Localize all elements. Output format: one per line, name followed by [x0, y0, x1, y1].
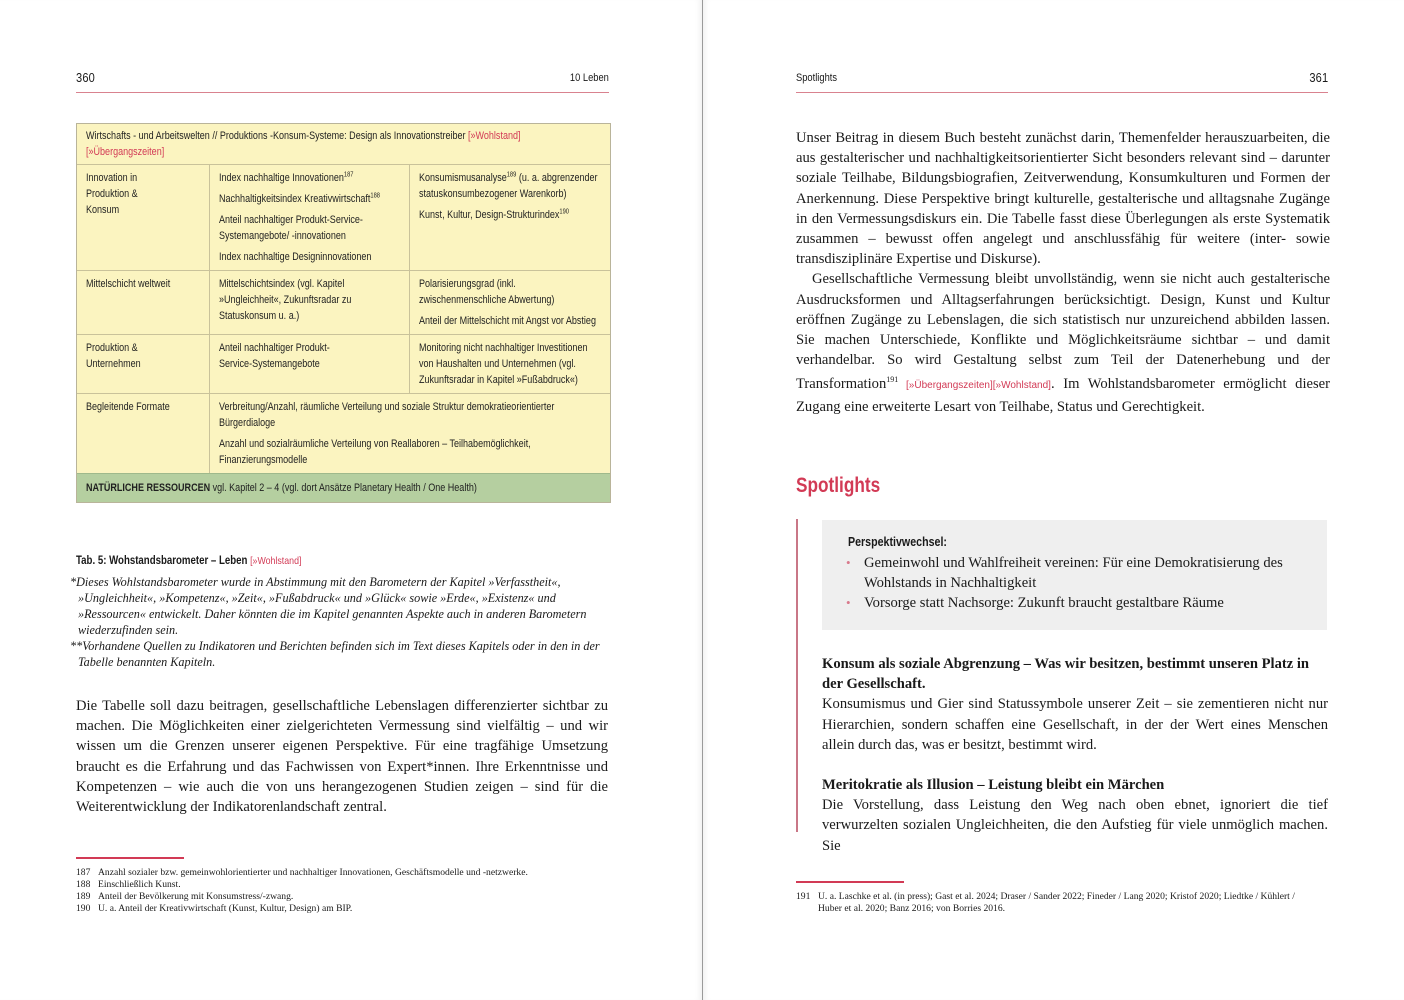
spotlight-accent-bar: [796, 519, 798, 832]
spotlight-text: Konsumismus und Gier sind Statussymbole unserer Zeit – sie zementieren nicht nur Hierarchien, sondern schaffen eine Gesellschaft, in der der Wert eines Menschen allein durch das, was er besitzt, bestimmt wird.: [822, 696, 1328, 753]
spotlight-item: [822, 654, 1328, 755]
perspective-list: [846, 553, 1301, 614]
indicator: Mittelschichtsindex (vgl. Kapitel »Ungleichheit«, Zukunftsradar zu Statuskonsum u. a.): [219, 278, 352, 322]
table-note: **Vorhandene Quellen zu Indikatoren und Berichten befinden sich im Text dieses Kapitels oder in den in der Tabelle benannten Kapiteln.: [70, 639, 600, 669]
indicator: Anzahl und sozialräumliche Verteilung von Reallaboren – Teilhabemöglichkeit, Finanzierungsmodelle: [219, 438, 531, 466]
crossref-link[interactable]: [»Übergangszeiten][»Wohlstand]: [898, 380, 1051, 392]
additional-indicator: Konsumismusanalyse$^{189}$ (u. a. abgrenzender statuskonsumbezogener Warenkorb): [419, 171, 598, 200]
indicator: Index nachhaltige Designinnovationen: [219, 251, 372, 263]
spotlight-items: [822, 654, 1328, 876]
indicator: Anteil nachhaltiger Produkt-Service-Systemangebote: [219, 342, 330, 370]
table-notes: [70, 574, 612, 670]
page-number: 360: [76, 70, 95, 85]
table-footer-resources: NATÜRLICHE RESSOURCEN vgl. Kapitel 2 – 4 (vgl. dort Ansätze Planetary Health / One Health): [77, 473, 610, 502]
row-category: Begleitende Formate: [86, 401, 170, 413]
row-category: Produktion & Unternehmen: [86, 342, 141, 370]
running-header-left: [76, 70, 609, 93]
table-note: *Dieses Wohlstandsbarometer wurde in Abstimmung mit den Barometern der Kapitel »Verfasstheit«, »Ungleichheit«, »Kompetenz«, »Zeit«, »Fußabdruck« und »Glück« sowie »Erde«, »Existenz« und »Ressourcen« entwickelt. Daher könnten die im Kapitel genannten Aspekte auch in anderen Barometern wiederzufinden sein.: [70, 575, 587, 637]
table-caption: Tab. 5: Wohstandsbarometer – Leben [»Wohlstand]: [76, 555, 302, 567]
indicator: Nachhaltigkeitsindex Kreativwirtschaft$^{188}$: [219, 192, 380, 205]
spotlight-item: [822, 775, 1328, 856]
table-row: [77, 271, 610, 335]
footnotes: [76, 867, 616, 915]
indicator: Index nachhaltige Innovationen$^{187}$: [219, 171, 354, 184]
table-row: [77, 394, 610, 473]
list-item: • Gemeinwohl und Wahlfreiheit vereinen: Für eine Demokratisierung des Wohlstands in Nachhaltigkeit: [846, 553, 1301, 593]
running-header-right: [796, 70, 1328, 93]
crossref-link[interactable]: [»Wohlstand]: [468, 130, 521, 142]
spotlights-heading: Spotlights: [796, 474, 881, 497]
footnote: 190 U. a. Anteil der Kreativwirtschaft (Kunst, Kultur, Design) am BIP.: [76, 903, 353, 914]
perspective-title: Perspektivwechsel:: [848, 534, 947, 549]
chapter-title: 10 Leben: [569, 72, 609, 84]
footnote-rule: [76, 857, 184, 859]
table-header-text: Wirtschafts - und Arbeitswelten // Produktions -Konsum-Systeme: Design als Innovationstreiber: [86, 130, 466, 142]
section-title: Spotlights: [796, 72, 838, 84]
additional-indicator: Monitoring nicht nachhaltiger Investitionen von Haushalten und Unternehmen (vgl. Zukunftsradar in Kapitel »Fußabdruck«): [419, 342, 588, 386]
indicator: Anteil nachhaltiger Produkt-Service-Systemangebote/ -innovationen: [219, 214, 363, 242]
row-category: Mittelschicht weltweit: [86, 278, 171, 290]
page-number: 361: [1309, 70, 1328, 85]
additional-indicator: Kunst, Kultur, Design-Strukturindex$^{190}$: [419, 208, 569, 221]
indicator: Verbreitung/Anzahl, räumliche Verteilung und soziale Struktur demokratieorientierter Bürgerdialoge: [219, 401, 555, 429]
perspective-box: [822, 520, 1327, 630]
footnote: 188 Einschließlich Kunst.: [76, 879, 181, 890]
crossref-link[interactable]: [»Wohlstand]: [250, 555, 302, 567]
footnote: 187 Anzahl sozialer bzw. gemeinwohlorientierter und nachhaltiger Innovationen, Geschäftsmodelle und -netzwerke.: [76, 867, 528, 878]
body-paragraph: Gesellschaftliche Vermessung bleibt unvollständig, wenn sie nicht auch gestalterische Ausdrucksformen und Alltagserfahrungen berücksichtigt. Design, Kunst und Kultur eröffnen Zugänge zu Lebenslagen, die sich statistisch nur unzureichend abbilden lassen. Sie machen Unterschiede, Konflikte und Möglichkeitsräume sichtbar – und damit verhandelbar. So wird Gestaltung selbst zum Teil der Datenerhebung und der Transformation$^{191}$ [»Übergangszeiten][»Wohlstand]. Im Wohlstandsbarometer ermöglicht dieser Zugang eine erweiterte Lesart von Teilhabe, Status und Gerechtigkeit.: [796, 271, 1330, 415]
table-header: [77, 124, 610, 165]
table-row: [77, 165, 610, 271]
footnote-ref[interactable]: 187: [343, 171, 354, 179]
footnote-ref[interactable]: 191: [886, 375, 899, 385]
body-paragraph: Unser Beitrag in diesem Buch besteht zunächst darin, Themenfelder herauszuarbeiten, die aus gestalterischer und nachhaltigkeitsorientierter Sicht besonders relevant sind – darunter soziale Teilhabe, Bildungsbiografien, Zeitverwendung, Konsumkulturen und Formen der Anerkennung. Diese Perspektive bringt kulturelle, gestalterische und alltagsnahe Zugänge in den Vermessungsdiskurs ein. Die Tabelle fasst diese Überlegungen als erste Systematik zusammen – bewusst offen angelegt und anschlussfähig für weitere (inter- sowie transdisziplinäre Expertise und Diskurse).: [796, 130, 1330, 268]
additional-indicator: Anteil der Mittelschicht mit Angst vor Abstieg: [419, 315, 596, 327]
table-row: [77, 335, 610, 394]
barometer-table: [76, 123, 611, 503]
footnotes-right: [796, 891, 1316, 915]
footnote: 189 Anteil der Bevölkerung mit Konsumstress/-zwang.: [76, 891, 294, 902]
body-paragraph: Die Tabelle soll dazu beitragen, gesellschaftliche Lebenslagen differenzierter sichtbar zu machen. Die Möglichkeiten einer zielgerichteten Vermessung sind vielfältig – und wir wissen um die Grenzen unserer eigenen Perspektive. Für eine tragfähige Umsetzung braucht es die Erfahrung und das Fachwissen von Expert*innen. Ihre Erkenntnisse und Kompetenzen – wie auch die von uns herangezogenen Studien zeigen – sind für die Weiterentwicklung der Indikatorenlandschaft zentral.: [76, 698, 608, 816]
body-text-right: [796, 128, 1330, 417]
additional-indicator: Polarisierungsgrad (inkl. zwischenmenschliche Abwertung): [419, 278, 555, 306]
spotlight-heading: Konsum als soziale Abgrenzung – Was wir besitzen, bestimmt unseren Platz in der Gesellschaft.: [822, 656, 1310, 693]
crossref-link[interactable]: [»Übergangszeiten]: [86, 146, 165, 158]
row-category: Innovation in Produktion & Konsum: [86, 172, 138, 216]
footnote-ref[interactable]: 190: [559, 208, 569, 216]
footnote-ref[interactable]: 188: [370, 192, 380, 200]
footnote-ref[interactable]: 189: [506, 171, 517, 179]
spotlight-heading: Meritokratie als Illusion – Leistung bleibt ein Märchen: [822, 777, 1165, 794]
footnote-rule: [796, 881, 904, 883]
spotlight-text: Die Vorstellung, dass Leistung den Weg nach oben ebnet, ignoriert die tief verwurzelten sozialen Ungleichheiten, die den Aufstieg für viele unmöglich machen. Sie: [822, 797, 1328, 854]
list-item: • Vorsorge statt Nachsorge: Zukunft braucht gestaltbare Räume: [846, 593, 1301, 613]
footnote: 191 U. a. Laschke et al. (in press); Gast et al. 2024; Draser / Sander 2022; Fineder / Lang 2020; Kristof 2020; Liedtke / Kühlert / Huber et al. 2020; Banz 2016; von Borries 2016.: [796, 891, 1295, 914]
